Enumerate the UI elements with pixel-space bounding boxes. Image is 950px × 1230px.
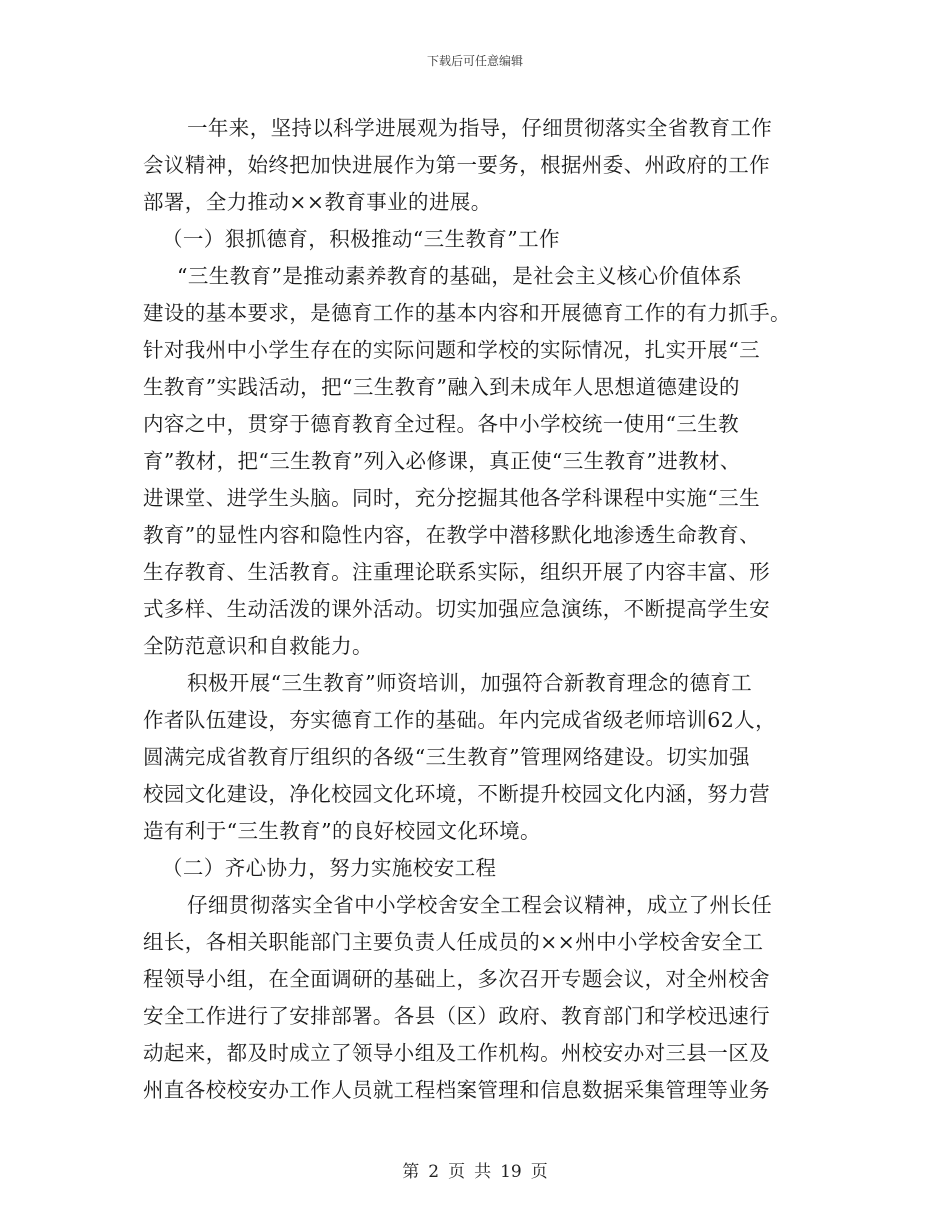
text-line: 程领导小组，在全面调研的基础上，多次召开专题会议，对全州校舍 — [143, 967, 770, 991]
text-line: 全防范意识和自救能力。 — [143, 634, 373, 658]
footer-di: 第 — [402, 1162, 420, 1182]
text-line: 仔细贯彻落实全省中小学校舍安全工程会议精神，成立了州长任 — [187, 893, 773, 917]
text-line: 组长，各相关职能部门主要负责人任成员的××州中小学校舍安全工 — [143, 930, 764, 954]
page-footer — [0, 1157, 950, 1182]
text-line: 内容之中，贯穿于德育教育全过程。各中小学校统一使用“三生教 — [143, 412, 740, 436]
text-line: 造有利于“三生教育”的良好校园文化环境。 — [143, 819, 541, 843]
section-heading: （一）狠抓德育，积极推动“三生教育”工作 — [162, 227, 560, 251]
footer-ye: 页 — [530, 1162, 548, 1182]
text-line: 动起来，都及时成立了领导小组及工作机构。州校安办对三县一区及 — [143, 1041, 770, 1065]
text-line: 生教育”实践活动，把“三生教育”融入到未成年人思想道德建设的 — [143, 375, 740, 399]
text-line: “三生教育”是推动素养教育的基础，是社会主义核心价值体系 — [177, 264, 743, 288]
text-line: 进课堂、进学生头脑。同时，充分挖掘其他各学科课程中实施“三生 — [143, 486, 760, 510]
text-line: 式多样、生动活泼的课外活动。切实加强应急演练，不断提高学生安 — [143, 597, 770, 621]
text-line: 积极开展“三生教育”师资培训，加强符合新教育理念的德育工 — [187, 671, 753, 695]
text-line: 圆满完成省教育厅组织的各级“三生教育”管理网络建设。切实加强 — [143, 745, 750, 769]
text-line: 州直各校校安办工作人员就工程档案管理和信息数据采集管理等业务 — [143, 1078, 770, 1102]
text-line: 部署，全力推动××教育事业的进展。 — [143, 190, 492, 214]
text-line: 会议精神，始终把加快进展作为第一要务，根据州委、州政府的工作 — [143, 153, 770, 177]
text-line: 教育”的显性内容和隐性内容，在教学中潜移默化地渗透生命教育、 — [143, 523, 760, 547]
text-line: 针对我州中小学生存在的实际问题和学校的实际情况，扎实开展“三 — [143, 338, 760, 362]
text-line: 生存教育、生活教育。注重理论联系实际，组织开展了内容丰富、形 — [143, 560, 770, 584]
page-header-note: 下载后可任意编辑 — [426, 54, 523, 68]
text-line: 安全工作进行了安排部署。各县（区）政府、教育部门和学校迅速行 — [143, 1004, 770, 1028]
footer-total-pages: 19 — [500, 1162, 522, 1182]
text-line: 一年来，坚持以科学进展观为指导，仔细贯彻落实全省教育工作 — [187, 116, 773, 140]
text-line: 建设的基本要求，是德育工作的基本内容和开展德育工作的有力抓手。 — [143, 301, 791, 325]
section-heading: （二）齐心协力，努力实施校安工程 — [162, 856, 497, 880]
text-line: 作者队伍建设，夯实德育工作的基础。年内完成省级老师培训62人， — [143, 708, 776, 732]
text-line: 育”教材，把“三生教育”列入必修课，真正使“三生教育”进教材、 — [143, 449, 741, 473]
text-line: 校园文化建设，净化校园文化环境，不断提升校园文化内涵，努力营 — [143, 782, 770, 806]
footer-page-number: 2 — [428, 1162, 440, 1182]
footer-gong: 共 — [474, 1162, 492, 1182]
footer-ye: 页 — [448, 1162, 466, 1182]
